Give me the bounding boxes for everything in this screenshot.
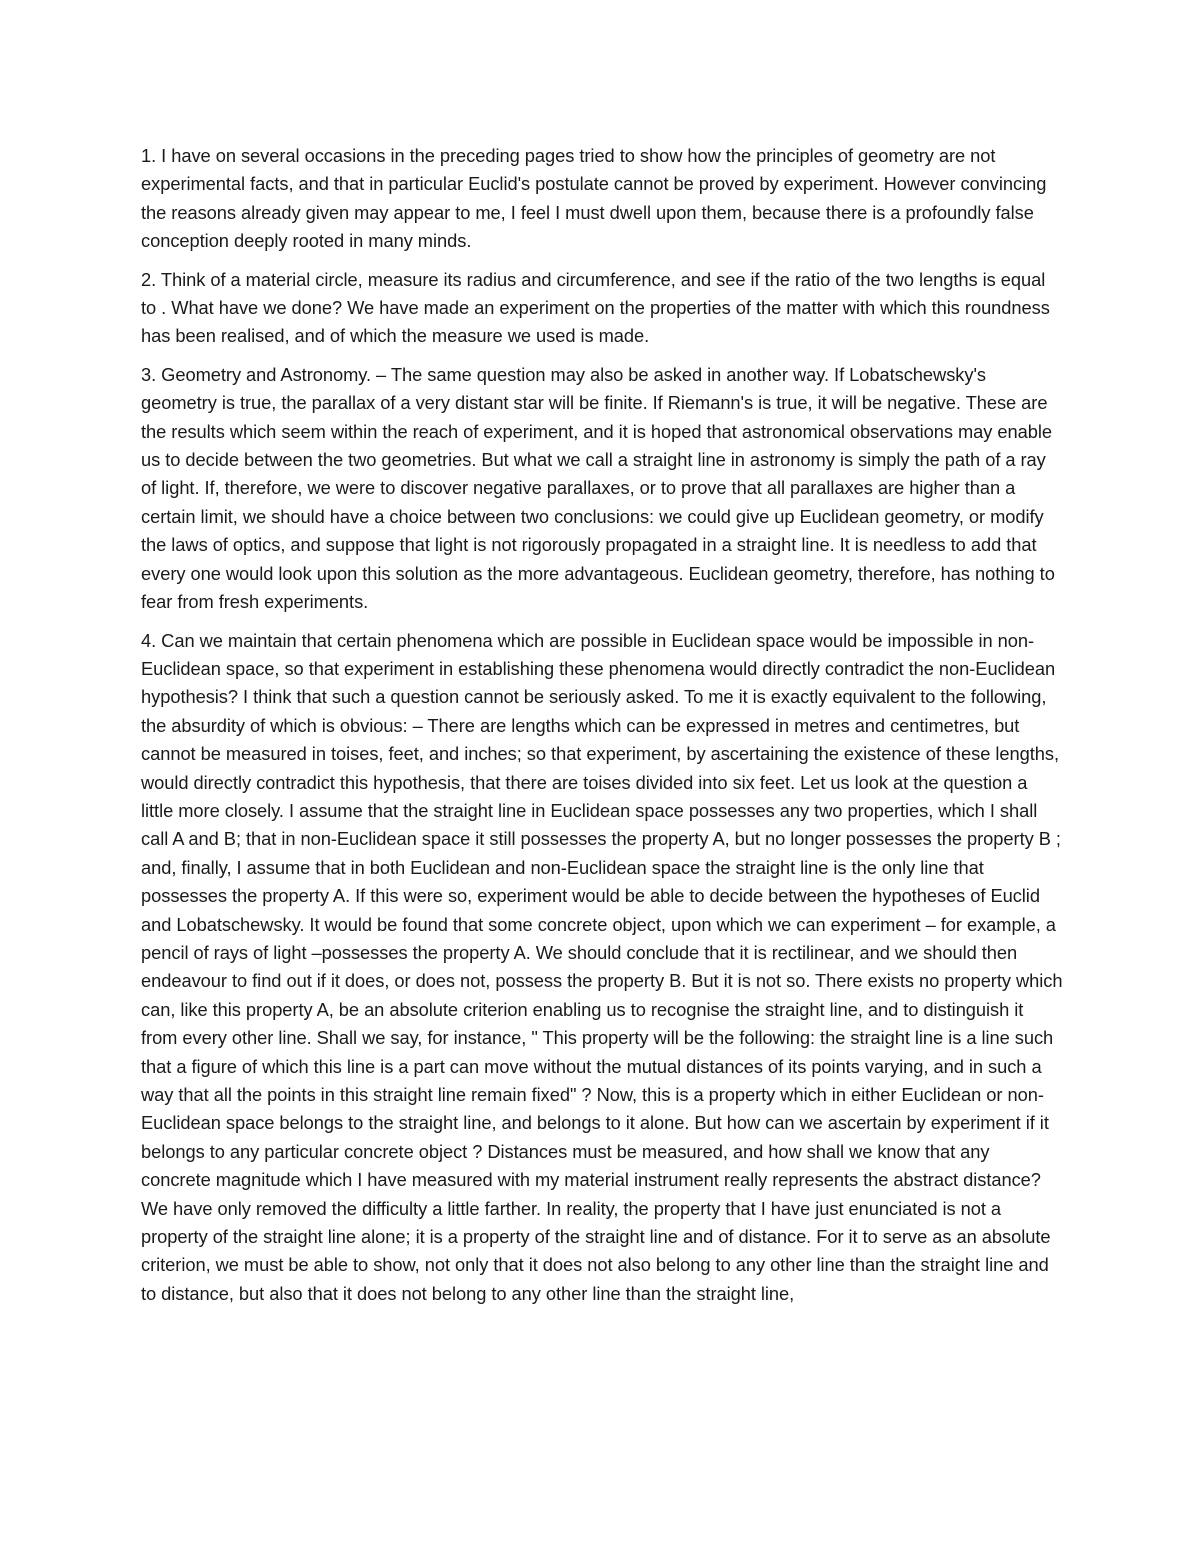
paragraph-1: 1. I have on several occasions in the preceding pages tried to show how the principles of geometry are not experimental facts, and that in particular Euclid's postulate cannot be proved by experiment. However convincing the reasons already given may appear to me, I feel I must dwell upon them, because there is a profoundly false conception deeply rooted in many minds. [141, 145, 1047, 252]
paragraph-4: 4. Can we maintain that certain phenomena which are possible in Euclidean space would be impossible in non-Euclidean space, so that experiment in establishing these phenomena would directly contradict the non-Euclidean hypothesis? I think that such a question cannot be seriously asked. To me it is exactly equivalent to the following, the absurdity of which is obvious: – There are lengths which can be expressed in metres and centimetres, but cannot be measured in toises, feet, and inches; so that experiment, by ascertaining the existence of these lengths, would directly contradict this hypothesis, that there are toises divided into six feet. Let us look at the question a little more closely. I assume that the straight line in Euclidean space possesses any two properties, which I shall call A and B; that in non-Euclidean space it still possesses the property A, but no longer possesses the property B ; and, finally, I assume that in both Euclidean and non-Euclidean space the straight line is the only line that possesses the property A. If this were so, experiment would be able to decide between the hypotheses of Euclid and Lobatschewsky. It would be found that some concrete object, upon which we can experiment – for example, a pencil of rays of light –possesses the property A. We should conclude that it is rectilinear, and we should then endeavour to find out if it does, or does not, possess the property B. But it is not so. There exists no property which can, like this property A, be an absolute criterion enabling us to recognise the straight line, and to distinguish it from every other line. Shall we say, for instance, " This property will be the following: the straight line is a line such that a figure of which this line is a part can move without the mutual distances of its points varying, and in such a way that all the points in this straight line remain fixed" ? Now, this is a property which in either Euclidean or non-Euclidean space belongs to the straight line, and belongs to it alone. But how can we ascertain by experiment if it belongs to any particular concrete object ? Distances must be measured, and how shall we know that any concrete magnitude which I have measured with my material instrument really represents the abstract distance? We have only removed the difficulty a little farther. In reality, the property that I have just enunciated is not a property of the straight line alone; it is a property of the straight line and of distance. For it to serve as an absolute criterion, we must be able to show, not only that it does not also belong to any other line than the straight line and to distance, but also that it does not belong to any other line than the straight line, [141, 629, 1063, 1304]
paragraph-2: 2. Think of a material circle, measure its radius and circumference, and see if the ratio of the two lengths is equal to . What have we done? We have made an experiment on the properties of the matter with which this roundness has been realised, and of which the measure we used is made. [141, 268, 1050, 347]
document-body [141, 142, 1063, 1318]
paragraph-3: 3. Geometry and Astronomy. – The same question may also be asked in another way. If Lobatschewsky's geometry is true, the parallax of a very distant star will be finite. If Riemann's is true, it will be negative. These are the results which seem within the reach of experiment, and it is hoped that astronomical observations may enable us to decide between the two geometries. But what we call a straight line in astronomy is simply the path of a ray of light. If, therefore, we were to discover negative parallaxes, or to prove that all parallaxes are higher than a certain limit, we should have a choice between two conclusions: we could give up Euclidean geometry, or modify the laws of optics, and suppose that light is not rigorously propagated in a straight line. It is needless to add that every one would look upon this solution as the more advantageous. Euclidean geometry, therefore, has nothing to fear from fresh experiments. [141, 363, 1055, 613]
